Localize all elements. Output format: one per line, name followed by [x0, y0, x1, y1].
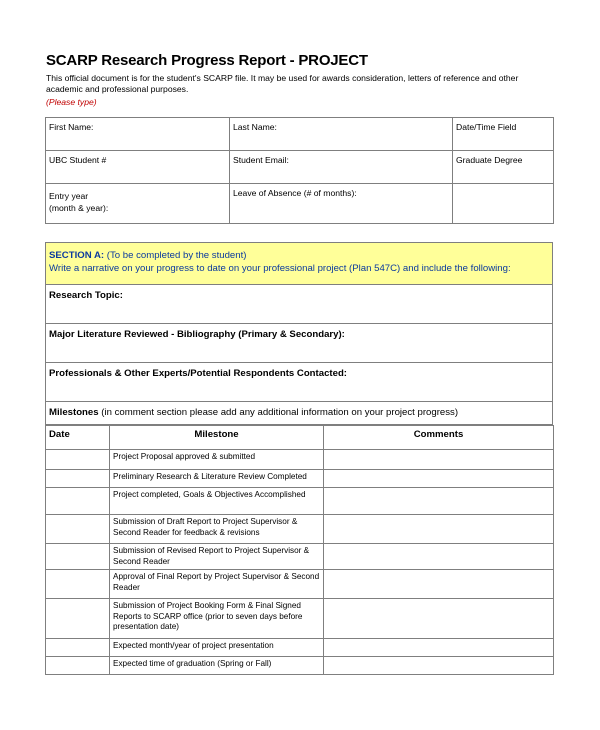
- blank-field[interactable]: [453, 184, 554, 224]
- first-name-field[interactable]: [46, 118, 230, 151]
- ubc-student-label: UBC Student #: [49, 155, 107, 165]
- date-cell[interactable]: [46, 599, 110, 639]
- milestones-label: Milestones: [49, 407, 99, 418]
- milestone-cell: Submission of Revised Report to Project Supervisor & Second Reader: [110, 544, 324, 570]
- professionals-field[interactable]: [45, 363, 553, 402]
- comments-cell[interactable]: [324, 450, 554, 470]
- comments-cell[interactable]: [324, 544, 554, 570]
- ubc-student-field[interactable]: [46, 151, 230, 184]
- section-a-instruction: Write a narrative on your progress to date on your professional project (Plan 547C) and include the following:: [49, 263, 511, 274]
- milestone-cell: Project completed, Goals & Objectives Accomplished: [110, 488, 324, 515]
- milestones-header: [45, 402, 553, 425]
- date-cell[interactable]: [46, 657, 110, 675]
- comments-cell[interactable]: [324, 470, 554, 488]
- last-name-field[interactable]: [230, 118, 453, 151]
- date-cell[interactable]: [46, 570, 110, 599]
- milestone-header: Milestone: [110, 426, 324, 450]
- milestone-cell: Submission of Draft Report to Project Supervisor & Second Reader for feedback & revisions: [110, 515, 324, 544]
- professionals-label: Professionals & Other Experts/Potential Respondents Contacted:: [49, 368, 347, 379]
- entry-year-sublabel: (month & year):: [49, 203, 109, 213]
- intro-text: This official document is for the student's SCARP file. It may be used for awards consideration, letters of reference and other academic and professional purposes.: [46, 73, 519, 94]
- milestone-cell: Submission of Project Booking Form & Final Signed Reports to SCARP office (prior to seven days before presentation date): [110, 599, 324, 639]
- leave-of-absence-label: Leave of Absence (# of months):: [233, 188, 357, 198]
- entry-year-label: Entry year: [49, 191, 89, 201]
- please-type-note: (Please type): [46, 97, 97, 107]
- entry-year-field[interactable]: [46, 184, 230, 224]
- graduate-degree-field[interactable]: [453, 151, 554, 184]
- date-cell[interactable]: [46, 515, 110, 544]
- student-email-field[interactable]: [230, 151, 453, 184]
- graduate-degree-label: Graduate Degree: [456, 155, 523, 165]
- student-email-label: Student Email:: [233, 155, 289, 165]
- literature-label: Major Literature Reviewed - Bibliography (Primary & Secondary):: [49, 329, 345, 340]
- comments-cell[interactable]: [324, 515, 554, 544]
- section-a-label: SECTION A:: [49, 250, 105, 261]
- document-title: SCARP Research Progress Report - PROJECT: [46, 52, 368, 69]
- date-cell[interactable]: [46, 470, 110, 488]
- research-topic-label: Research Topic:: [49, 290, 123, 301]
- leave-of-absence-field[interactable]: [230, 184, 453, 224]
- date-cell[interactable]: [46, 544, 110, 570]
- section-a-box: [45, 242, 553, 285]
- comments-cell[interactable]: [324, 599, 554, 639]
- comments-cell[interactable]: [324, 570, 554, 599]
- date-time-field[interactable]: [453, 118, 554, 151]
- date-cell[interactable]: [46, 639, 110, 657]
- comments-header: Comments: [324, 426, 554, 450]
- research-topic-field[interactable]: [45, 285, 553, 324]
- date-cell[interactable]: [46, 488, 110, 515]
- comments-cell[interactable]: [324, 639, 554, 657]
- date-time-label: Date/Time Field: [456, 122, 517, 132]
- comments-cell[interactable]: [324, 488, 554, 515]
- date-cell[interactable]: [46, 450, 110, 470]
- milestone-cell: Approval of Final Report by Project Supervisor & Second Reader: [110, 570, 324, 599]
- student-info-table: [45, 117, 554, 224]
- literature-field[interactable]: [45, 324, 553, 363]
- milestone-table: [45, 425, 554, 675]
- last-name-label: Last Name:: [233, 122, 277, 132]
- milestone-cell: Preliminary Research & Literature Review Completed: [110, 470, 324, 488]
- date-header: Date: [46, 426, 110, 450]
- comments-cell[interactable]: [324, 657, 554, 675]
- first-name-label: First Name:: [49, 122, 94, 132]
- section-a-subtitle: (To be completed by the student): [104, 250, 247, 261]
- milestones-note: (in comment section please add any additional information on your project progress): [98, 407, 459, 418]
- milestone-cell: Project Proposal approved & submitted: [110, 450, 324, 470]
- milestone-cell: Expected month/year of project presentation: [110, 639, 324, 657]
- milestone-cell: Expected time of graduation (Spring or Fall): [110, 657, 324, 675]
